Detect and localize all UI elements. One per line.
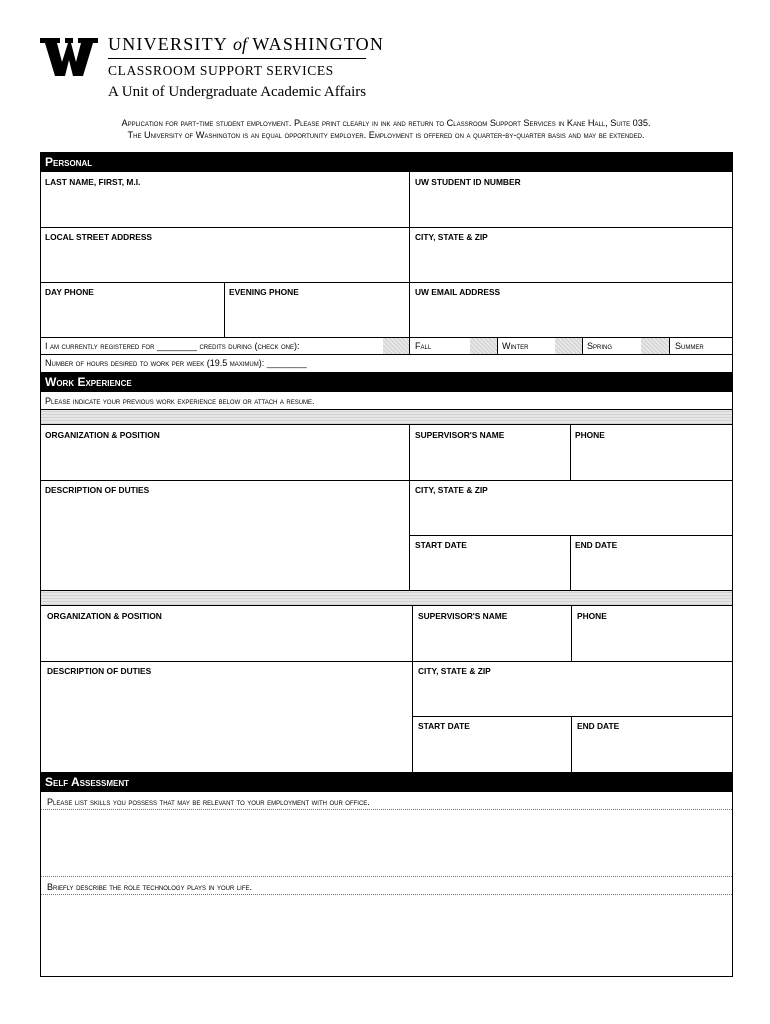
field-name-label: LAST NAME, FIRST, M.I. [45, 177, 141, 187]
section-personal-title: Personal [40, 152, 733, 172]
department-name: CLASSROOM SUPPORT SERVICES [108, 63, 334, 78]
section-self-title: Self Assessment [40, 772, 733, 792]
job2-end-input[interactable] [573, 732, 731, 771]
job2-start-input[interactable] [414, 732, 570, 771]
technology-input[interactable] [41, 896, 732, 976]
job2-city-input[interactable] [414, 677, 731, 715]
row-divider [413, 716, 732, 717]
section-work-title: Work Experience [40, 372, 733, 392]
row-divider [410, 535, 732, 536]
field-email-input[interactable] [411, 298, 731, 336]
field-day-phone-input[interactable] [41, 298, 223, 336]
row-divider [41, 282, 732, 283]
field-student-id-label: UW STUDENT ID NUMBER [415, 177, 521, 187]
checkbox-winter[interactable] [470, 338, 497, 354]
job2-city-label: CITY, STATE & ZIP [418, 666, 491, 676]
job1-org-label: ORGANIZATION & POSITION [45, 430, 160, 440]
divider [570, 425, 571, 480]
field-evening-phone-input[interactable] [225, 298, 408, 336]
job2-supervisor-input[interactable] [414, 622, 570, 660]
job2-start-label: START DATE [418, 721, 470, 731]
field-city-input[interactable] [411, 243, 731, 281]
skills-prompt-text: Please list skills you possess that may be relevant to your employment with our office. [47, 797, 370, 807]
job2-duties-label: DESCRIPTION OF DUTIES [47, 666, 152, 676]
dotted-divider [41, 876, 732, 877]
checkbox-summer[interactable] [641, 338, 669, 354]
divider [571, 716, 572, 772]
intro-line-2: The University of Washington is an equal opportunity employer. Employment is offered on a quarter-by-quarter basis and may be extended. [127, 130, 645, 140]
row-divider [41, 661, 732, 662]
job1-phone-label: PHONE [575, 430, 605, 440]
hours-desired-text: Number of hours desired to work per week (19.5 maximum): ________ [45, 358, 307, 368]
row-divider [41, 354, 732, 355]
job1-city-label: CITY, STATE & ZIP [415, 485, 488, 495]
job1-start-input[interactable] [411, 551, 569, 590]
field-street-input[interactable] [41, 243, 408, 281]
dotted-divider [41, 809, 732, 810]
job1-phone-input[interactable] [572, 441, 731, 479]
field-street-label: LOCAL STREET ADDRESS [45, 232, 153, 242]
divider [409, 425, 410, 591]
work-instruction-text: Please indicate your previous work experience below or attach a resume. [45, 396, 315, 406]
technology-prompt-text: Briefly describe the role technology plays in your life. [47, 882, 252, 892]
university-name: UNIVERSITY of WASHINGTON [108, 34, 385, 54]
job2-org-input[interactable] [41, 622, 411, 660]
field-student-id-input[interactable] [411, 188, 731, 226]
field-city-label: CITY, STATE & ZIP [415, 232, 488, 242]
quarter-fall-label: Fall [415, 341, 432, 351]
job1-end-label: END DATE [575, 540, 618, 550]
quarter-summer-label: Summer [675, 341, 704, 351]
job1-supervisor-label: SUPERVISOR'S NAME [415, 430, 505, 440]
job2-org-label: ORGANIZATION & POSITION [47, 611, 162, 621]
field-evening-phone-label: EVENING PHONE [229, 287, 299, 297]
job1-duties-input[interactable] [41, 496, 408, 590]
divider [497, 338, 498, 354]
job1-duties-label: DESCRIPTION OF DUTIES [45, 485, 150, 495]
field-name-input[interactable] [41, 188, 408, 226]
job2-phone-input[interactable] [573, 622, 731, 660]
divider [412, 606, 413, 772]
divider [570, 535, 571, 591]
row-divider [41, 227, 732, 228]
intro-line-1: Application for part-time student employment. Please print clearly in ink and return to Classroom Support Services in Kane Hall, Suite 035. [121, 118, 651, 128]
job1-end-input[interactable] [572, 551, 731, 590]
row-divider [41, 480, 732, 481]
uw-logo-icon [40, 38, 98, 76]
field-day-phone-label: DAY PHONE [45, 287, 94, 297]
dotted-divider [41, 894, 732, 895]
divider [409, 172, 410, 337]
job1-supervisor-input[interactable] [411, 441, 569, 479]
work-separator-2 [41, 590, 732, 606]
checkbox-spring[interactable] [555, 338, 582, 354]
quarter-spring-label: Spring [587, 341, 613, 351]
header-rule [108, 58, 366, 59]
checkbox-fall[interactable] [383, 338, 409, 354]
field-email-label: UW EMAIL ADDRESS [415, 287, 501, 297]
divider [669, 338, 670, 354]
quarter-winter-label: Winter [502, 341, 529, 351]
job2-supervisor-label: SUPERVISOR'S NAME [418, 611, 508, 621]
registered-credits-text: I am currently registered for ________ credits during (check one): [45, 341, 300, 351]
job1-start-label: START DATE [415, 540, 467, 550]
job2-phone-label: PHONE [577, 611, 607, 621]
job1-org-input[interactable] [41, 441, 408, 479]
unit-name: A Unit of Undergraduate Academic Affairs [108, 84, 367, 100]
work-separator-1 [41, 409, 732, 425]
job2-end-label: END DATE [577, 721, 620, 731]
job1-city-input[interactable] [411, 496, 731, 534]
skills-input[interactable] [41, 811, 732, 874]
divider [582, 338, 583, 354]
divider [571, 606, 572, 661]
divider [409, 338, 410, 354]
job2-duties-input[interactable] [41, 677, 411, 771]
